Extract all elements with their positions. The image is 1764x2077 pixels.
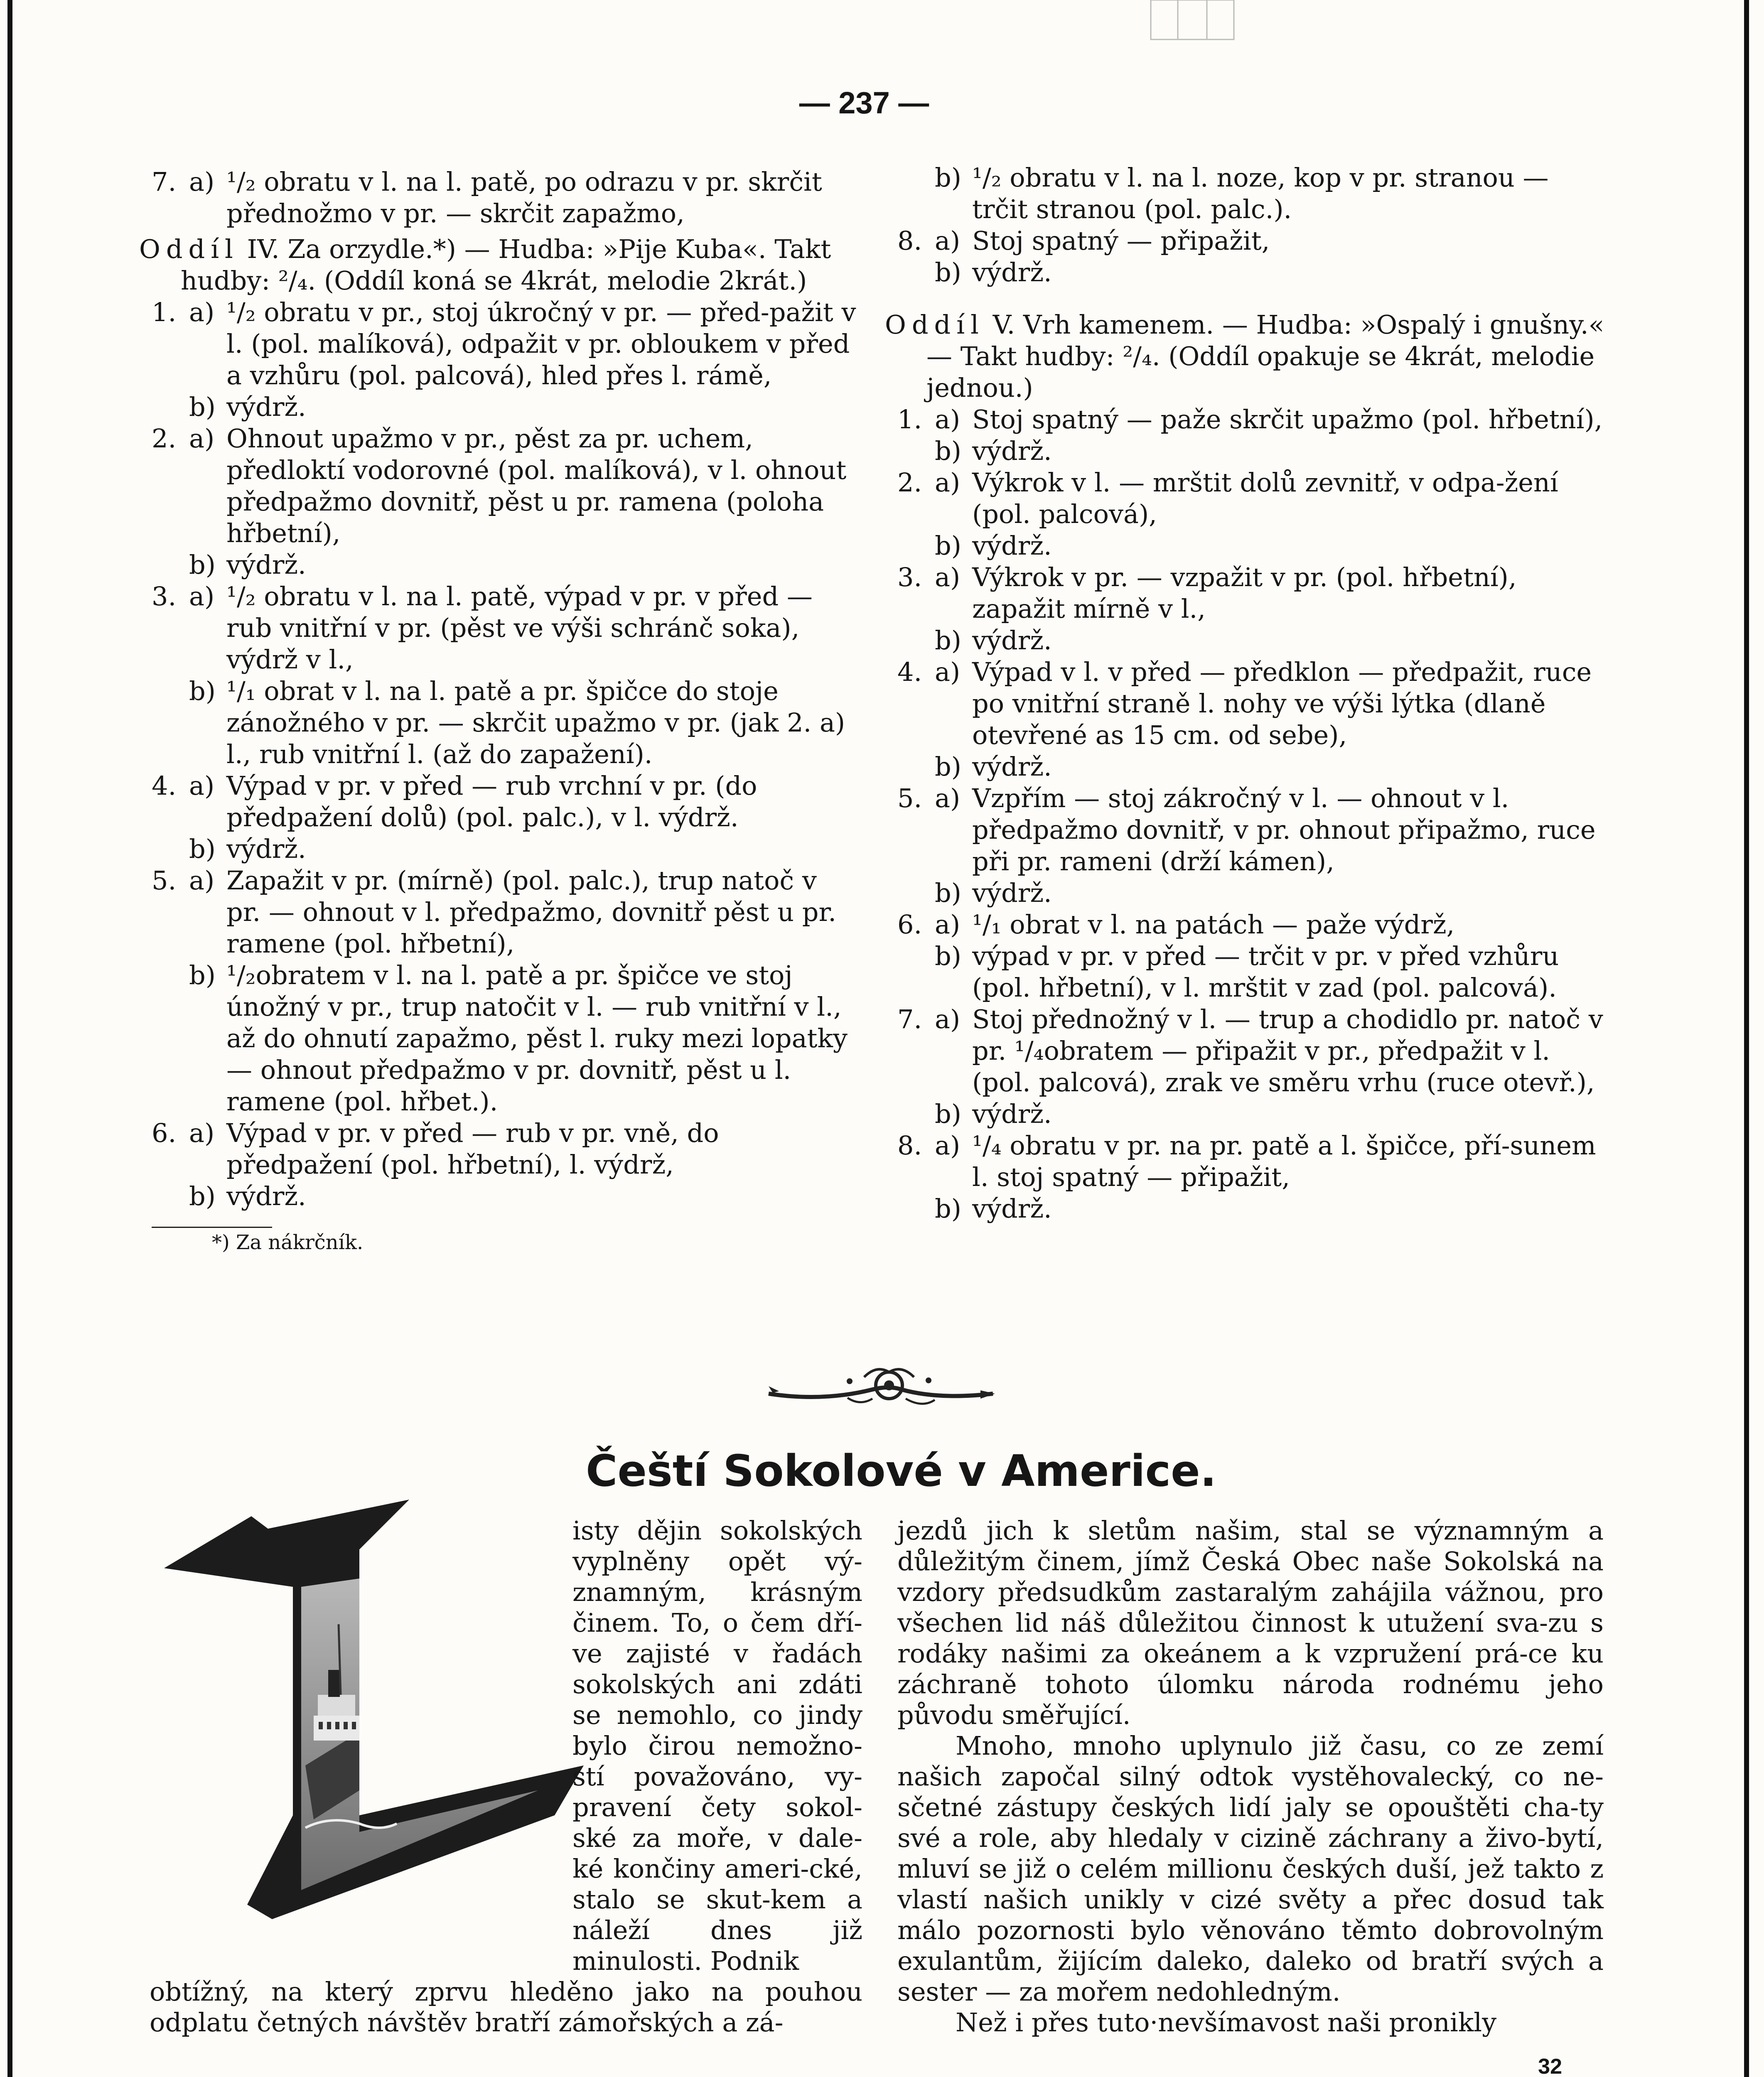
section-text: V. Vrh kamenem. — Hudba: »Ospalý i gnušny.« — Takt hudby: ²/₄. (Oddíl opakuje se 4krát, melodie jednou.) — [926, 309, 1604, 403]
item-text: Výpad v l. v před — předklon — předpažit, ruce po vnitřní straně l. nohy ve výši lýtka (dlaně otevřené as 15 cm. od sebe), — [972, 657, 1592, 750]
item-text: výdrž. — [972, 1193, 1052, 1224]
item-text: výdrž. — [226, 834, 306, 864]
item-text: výdrž. — [972, 1099, 1052, 1129]
item-number: 8. — [897, 226, 922, 256]
item-letter: b) — [189, 550, 216, 580]
article-paragraph: Mnoho, mnoho uplynulo již času, co ze zemí našich započal silný odtok vystěhovalecký, co ne-sčetné zástupy českých lidí jaly se opouštěti cha-ty své a role, aby hledaly v cizině záchrany a živo-bytí, mluví se již o celém millionu českých duší, jež takto z vlastí našich unikly v cizé světy a přec dosud tak málo pozornosti bylo věnováno těmto dobrovolným exulantům, žijícím daleko, daleko od bratří svých a sester — za mořem nedohledným. — [897, 1731, 1604, 2007]
exercise-item — [885, 257, 1608, 288]
item-text: výdrž. — [972, 625, 1052, 656]
item-letter: b) — [935, 941, 961, 971]
article-column-2 — [897, 1515, 1604, 2038]
left-column — [139, 166, 858, 1257]
section-text: IV. Za orzydle.*) — Hudba: »Pije Kuba«. Takt hudby: ²/₄. (Oddíl koná se 4krát, melodie 2krát.) — [181, 234, 831, 296]
item-text: ¹/₂ obratu v pr., stoj úkročný v pr. — před-pažit v l. (pol. malíková), odpažit v pr. obloukem v před a vzhůru (pol. palcová), hled přes l. rámě, — [226, 297, 856, 390]
item-text: Stoj přednožný v l. — trup a chodidlo pr. natoč v pr. ¹/₄obratem — připažit v pr., předpažit v l. (pol. palcová), zrak ve směru vrhu (ruce otevř.), — [972, 1004, 1603, 1097]
item-number: 3. — [897, 562, 922, 592]
item-number: 4. — [897, 657, 922, 687]
item-letter: a) — [935, 1130, 961, 1161]
item-letter: b) — [935, 436, 961, 466]
item-letter: b) — [935, 530, 961, 561]
item-number: 6. — [897, 909, 922, 940]
exercise-list — [139, 297, 858, 1212]
item-letter: a) — [935, 783, 961, 813]
exercise-item — [885, 783, 1608, 877]
exercise-item — [139, 833, 858, 865]
article-column-1-continued: obtížný, na který zprvu hleděno jako na pouhou odplatu četných návštěv bratří zámořských a zá- — [150, 1976, 862, 2038]
item-text: Ohnout upažmo v pr., pěst za pr. uchem, předloktí vodorovné (pol. malíková), v l. ohnout předpažmo dovnitř, pěst u pr. ramena (poloha hřbetní), — [226, 423, 847, 548]
item-letter: b) — [189, 392, 216, 422]
item-number: 1. — [152, 297, 177, 327]
item-text: výdrž. — [226, 550, 306, 580]
section-heading-v — [885, 309, 1608, 404]
item-letter: b) — [935, 625, 961, 656]
exercise-item — [885, 404, 1608, 435]
item-text: výdrž. — [226, 1181, 306, 1211]
item-letter: b) — [189, 676, 216, 706]
exercise-item — [139, 675, 858, 770]
exercise-item — [885, 625, 1608, 656]
item-text: Výpad v pr. v před — rub vrchní v pr. (do předpažení dolů) (pol. palc.), v l. výdrž. — [226, 771, 757, 832]
footnote: *) Za nákrčník. — [212, 1231, 364, 1254]
item-number: 8. — [897, 1130, 922, 1161]
item-text: Stoj spatný — paže skrčit upažmo (pol. hřbetní), — [972, 404, 1603, 435]
article-paragraph: Než i přes tuto·nevšímavost naši pronikly — [956, 2007, 1497, 2038]
item-text: ¹/₂obratem v l. na l. patě a pr. špičce ve stoj únožný v pr., trup natočit v l. — rub vnitřní v l., až do ohnutí zapažmo, pěst l. ruky mezi lopatky — ohnout předpažmo v pr. dovnitř, pěst u l. ramene (pol. hřbet.). — [226, 960, 848, 1117]
item-letter: a) — [189, 865, 215, 896]
item-letter: a) — [189, 581, 215, 611]
section-heading-iv — [139, 233, 858, 297]
item-text: Stoj spatný — připažit, — [972, 226, 1270, 256]
right-column — [885, 162, 1608, 1225]
item-number: 7. — [897, 1004, 922, 1034]
item-letter: b) — [935, 1193, 961, 1224]
article-column-1: isty dějin sokolských vyplněny opět vý-znamným, krásným činem. To, o čem dří-ve zajisté v řadách sokolských ani zdáti se nemohlo, co jindy bylo čirou nemožno-stí považováno, vy-pravení čety sokol-ské za moře, v dale-ké končiny ameri-cké, stalo se skut-kem a náleží dnes již minulosti. Podnik — [572, 1515, 862, 1976]
exercise-item — [885, 225, 1608, 257]
exercise-item — [885, 530, 1608, 562]
exercise-item — [885, 940, 1608, 1004]
sheet-number: 32 — [1538, 2055, 1562, 2077]
item-number: 5. — [152, 865, 177, 896]
exercise-item — [139, 581, 858, 675]
item-letter: a) — [935, 404, 961, 435]
item-text: výdrž. — [972, 751, 1052, 782]
section-lead: Oddíl — [885, 309, 985, 340]
item-text: výdrž. — [226, 392, 306, 422]
exercise-list — [885, 404, 1608, 1225]
article-paragraph: jezdů jich k sletům našim, stal se významným a důležitým činem, jímž Česká Obec naše Sokolská na vzdory předsudkům zastaralým zahájila vážnou, pro všechen lid náš důležitou činnost k utužení sva-zu s rodáky našimi za okeánem a k vzpružení prá-ce ku záchraně tohoto úlomku národa rodnému jeho původu směřující. — [897, 1515, 1604, 1730]
item-letter: b) — [189, 1181, 216, 1211]
item-letter: a) — [189, 771, 215, 801]
article-title: Čeští Sokolové v Americe. — [586, 1446, 1217, 1496]
exercise-item — [139, 391, 858, 423]
item-letter: b) — [935, 162, 961, 193]
item-letter: a) — [189, 167, 215, 197]
page-number: — 237 — — [799, 86, 929, 120]
item-letter: b) — [189, 834, 216, 864]
exercise-item — [139, 1117, 858, 1181]
item-text: Výpad v pr. v před — rub v pr. vně, do předpažení (pol. hřbetní), l. výdrž, — [226, 1118, 719, 1180]
item-number: 5. — [897, 783, 922, 813]
item-text: ¹/₂ obratu v l. na l. patě, po odrazu v pr. skrčit přednožmo v pr. — skrčit zapažmo, — [226, 167, 822, 228]
item-text: ¹/₂ obratu v l. na l. patě, výpad v pr. v před — rub vnitřní v pr. (pěst ve výši schránč soka), výdrž v l., — [226, 581, 813, 675]
exercise-item — [885, 435, 1608, 467]
exercise-item — [139, 549, 858, 581]
item-number: 2. — [897, 467, 922, 498]
exercise-item — [885, 877, 1608, 909]
exercise-item — [885, 162, 1608, 225]
exercise-item — [139, 770, 858, 833]
exercise-item — [885, 656, 1608, 751]
item-text: výdrž. — [972, 436, 1052, 466]
item-text: ¹/₁ obrat v l. na l. patě a pr. špičce do stoje zánožného v pr. — skrčit upažmo v pr. (jak 2. a) l., rub vnitřní l. (až do zapažení). — [226, 676, 845, 769]
exercise-item — [885, 1193, 1608, 1225]
initial-letter-steamship-illustration — [164, 1500, 584, 1919]
exercise-item — [139, 1181, 858, 1212]
floral-ornament — [764, 1360, 997, 1419]
item-letter: b) — [935, 257, 961, 287]
item-letter: a) — [189, 423, 215, 454]
item-text: Vzpřím — stoj zákročný v l. — ohnout v l. předpažmo dovnitř, v pr. ohnout připažmo, ruce při pr. rameni (drží kámen), — [972, 783, 1596, 876]
item-number: 2. — [152, 423, 177, 454]
item-number: 4. — [152, 771, 177, 801]
item-text: ¹/₁ obrat v l. na patách — paže výdrž, — [972, 909, 1455, 940]
item-letter: a) — [935, 226, 961, 256]
item-text: výdrž. — [972, 530, 1052, 561]
item-number: 7. — [152, 167, 177, 197]
item-letter: a) — [935, 562, 961, 592]
item-number: 1. — [897, 404, 922, 435]
item-number: 3. — [152, 581, 177, 611]
item-text: Výkrok v pr. — vzpažit v pr. (pol. hřbetní), zapažit mírně v l., — [972, 562, 1517, 624]
exercise-item — [885, 467, 1608, 530]
exercise-item — [885, 1004, 1608, 1098]
item-text: Výkrok v l. — mrštit dolů zevnitř, v odpa-žení (pol. palcová), — [972, 467, 1558, 529]
item-letter: a) — [189, 1118, 215, 1148]
exercise-item — [139, 166, 858, 229]
item-letter: a) — [935, 657, 961, 687]
item-letter: b) — [935, 1099, 961, 1129]
item-text: Zapažit v pr. (mírně) (pol. palc.), trup natoč v pr. — ohnout v l. předpažmo, dovnitř pěst u pr. ramene (pol. hřbetní), — [226, 865, 836, 959]
item-text: výpad v pr. v před — trčit v pr. v před vzhůru (pol. hřbetní), v l. mrštit v zad (pol. palcová). — [972, 941, 1559, 1003]
item-letter: a) — [935, 1004, 961, 1034]
exercise-item — [139, 865, 858, 960]
item-number: 6. — [152, 1118, 177, 1148]
exercise-item — [139, 297, 858, 391]
item-text: výdrž. — [972, 257, 1052, 287]
item-letter: a) — [935, 467, 961, 498]
item-text: výdrž. — [972, 878, 1052, 908]
item-text: ¹/₄ obratu v pr. na pr. patě a l. špičce, pří-sunem l. stoj spatný — připažit, — [972, 1130, 1596, 1192]
exercise-item — [885, 1098, 1608, 1130]
item-letter: a) — [935, 909, 961, 940]
corner-stamp — [1149, 0, 1236, 44]
exercise-item — [885, 562, 1608, 625]
exercise-item — [885, 1130, 1608, 1193]
item-letter: b) — [935, 751, 961, 782]
exercise-item — [139, 960, 858, 1117]
exercise-item — [885, 909, 1608, 940]
item-text: ¹/₂ obratu v l. na l. noze, kop v pr. stranou — trčit stranou (pol. palc.). — [972, 162, 1549, 224]
exercise-item — [139, 423, 858, 549]
section-lead: Oddíl — [139, 234, 239, 264]
exercise-item — [885, 751, 1608, 783]
item-letter: a) — [189, 297, 215, 327]
item-letter: b) — [935, 878, 961, 908]
item-letter: b) — [189, 960, 216, 990]
